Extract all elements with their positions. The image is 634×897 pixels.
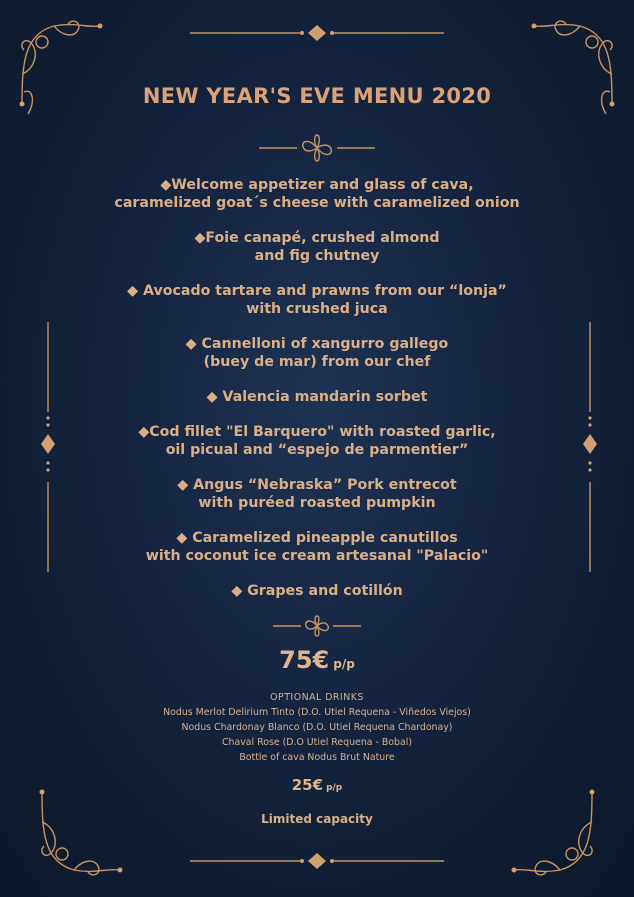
menu-item: ◆ Grapes and cotillón xyxy=(231,583,403,599)
capacity-note: Limited capacity xyxy=(261,812,373,826)
menu-item: ◆ Valencia mandarin sorbet xyxy=(206,389,428,405)
page-title: NEW YEAR'S EVE MENU 2020 xyxy=(142,84,492,108)
corner-flourish-bottom-right-icon xyxy=(500,782,600,882)
menu-item: ◆ Caramelized pineapple canutillos with coconut ice cream artesanal "Palacio" xyxy=(145,530,489,564)
drink-item: Bottle of cava Nodus Brut Nature xyxy=(239,752,395,763)
menu-item: ◆Welcome appetizer and glass of cava, caramelized goat´s cheese with caramelized onion xyxy=(114,177,520,211)
menu-item: ◆ Cannelloni of xangurro gallego (buey de mar) from our chef xyxy=(185,336,449,370)
divider-flourish-bottom-icon xyxy=(273,614,361,638)
drinks-price xyxy=(0,776,634,794)
drink-item: Nodus Chardonay Blanco (D.O. Utiel Requena Chardonay) xyxy=(181,722,453,733)
drink-item: Nodus Merlot Delirium Tinto (D.O. Utiel Requena - Viñedos Viejos) xyxy=(163,707,471,718)
corner-flourish-bottom-left-icon xyxy=(34,782,134,882)
menu-item: ◆ Avocado tartare and prawns from our “lonja” with crushed juca xyxy=(127,283,507,317)
drinks-heading: OPTIONAL DRINKS xyxy=(270,692,364,703)
menu-price-unit: p/p xyxy=(333,657,355,671)
menu-item: ◆Foie canapé, crushed almond and fig chutney xyxy=(194,230,440,264)
top-rule-diamond-icon xyxy=(190,24,444,42)
bottom-rule-diamond-icon xyxy=(190,852,444,870)
drinks-price-amount: 25€ xyxy=(291,776,324,794)
menu-price-amount: 75€ xyxy=(279,646,330,674)
optional-drinks xyxy=(0,690,634,765)
drinks-price-unit: p/p xyxy=(326,783,343,793)
menu-item: ◆Cod fillet "El Barquero" with roasted garlic, oil picual and “espejo de parmentier” xyxy=(138,424,496,458)
menu-items xyxy=(0,176,634,600)
divider-flourish-top-icon xyxy=(259,133,375,163)
menu-item: ◆ Angus “Nebraska” Pork entrecot with puréed roasted pumpkin xyxy=(177,477,457,511)
drink-item: Chaval Rose (D.O Utiel Requena - Bobal) xyxy=(222,737,412,748)
menu-price xyxy=(0,646,634,674)
